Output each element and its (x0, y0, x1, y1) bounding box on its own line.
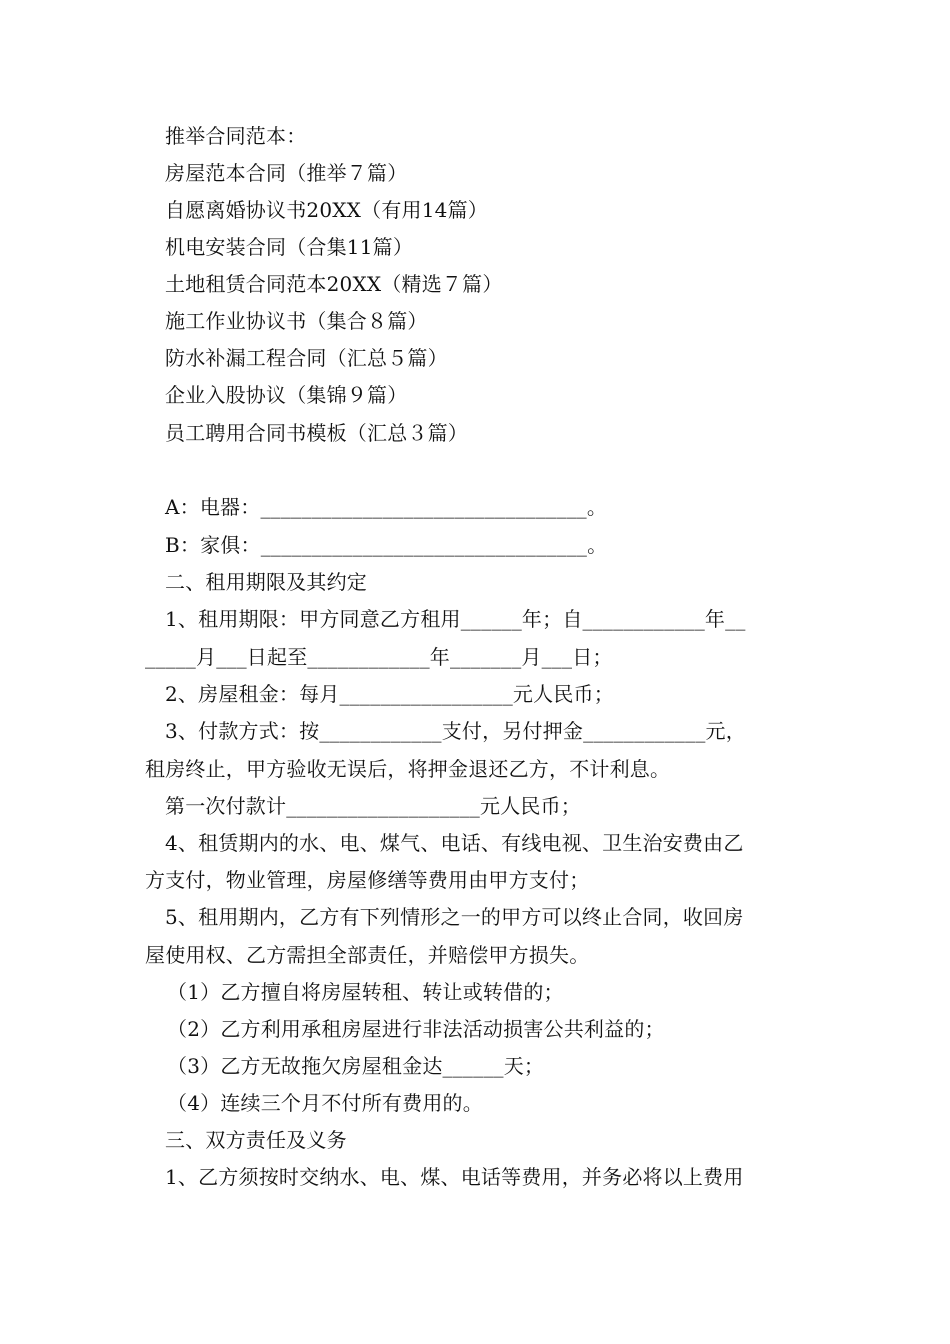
clause-line: 第一次付款计___________________元人民币； (165, 794, 581, 818)
section-heading: 二、租用期限及其约定 (165, 570, 367, 594)
sub-clause-line: （3）乙方无故拖欠房屋租金达______天； (167, 1054, 545, 1078)
clause-line: 租房终止，甲方验收无误后，将押金退还乙方，不计利息。 (145, 757, 671, 781)
recommend-item: 施工作业协议书（集合８篇） (165, 309, 428, 333)
clause-line: 4、租赁期内的水、电、煤气、电话、有线电视、卫生治安费由乙 (165, 831, 744, 855)
appliance-line: A：电器：________________________________。 (165, 495, 608, 519)
recommend-item: 防水补漏工程合同（汇总５篇） (165, 346, 448, 370)
recommend-item: 自愿离婚协议书20XX（有用14篇） (165, 198, 488, 222)
recommend-item: 机电安装合同（合集11篇） (165, 235, 414, 259)
recommend-item: 土地租赁合同范本20XX（精选７篇） (165, 272, 503, 296)
clause-line: 方支付，物业管理，房屋修缮等费用由甲方支付； (145, 868, 590, 892)
recommend-item: 企业入股协议（集锦９篇） (165, 383, 408, 407)
clause-line: 1、乙方须按时交纳水、电、煤、电话等费用，并务必将以上费用 (165, 1165, 744, 1189)
clause-line: 3、付款方式：按____________支付，另付押金____________元， (165, 719, 746, 743)
clause-line: 5、租用期内，乙方有下列情形之一的甲方可以终止合同，收回房 (165, 905, 744, 929)
recommend-item: 员工聘用合同书模板（汇总３篇） (165, 421, 468, 445)
recommend-item: 房屋范本合同（推举７篇） (165, 161, 408, 185)
sub-clause-line: （1）乙方擅自将房屋转租、转让或转借的； (167, 980, 564, 1004)
clause-line: 屋使用权、乙方需担全部责任，并赔偿甲方损失。 (145, 943, 590, 967)
clause-line: 2、房屋租金：每月_________________元人民币； (165, 682, 614, 706)
recommend-heading: 推举合同范本： (165, 124, 307, 148)
sub-clause-line: （2）乙方利用承租房屋进行非法活动损害公共利益的； (167, 1017, 665, 1041)
furniture-line: B：家俱：________________________________。 (165, 533, 608, 557)
section-heading: 三、双方责任及义务 (165, 1128, 347, 1152)
sub-clause-line: （4）连续三个月不付所有费用的。 (167, 1091, 483, 1115)
clause-line: _____月___日起至____________年_______月___日； (145, 645, 613, 669)
clause-line: 1、租用期限：甲方同意乙方租用______年；自____________年__ (165, 607, 746, 631)
